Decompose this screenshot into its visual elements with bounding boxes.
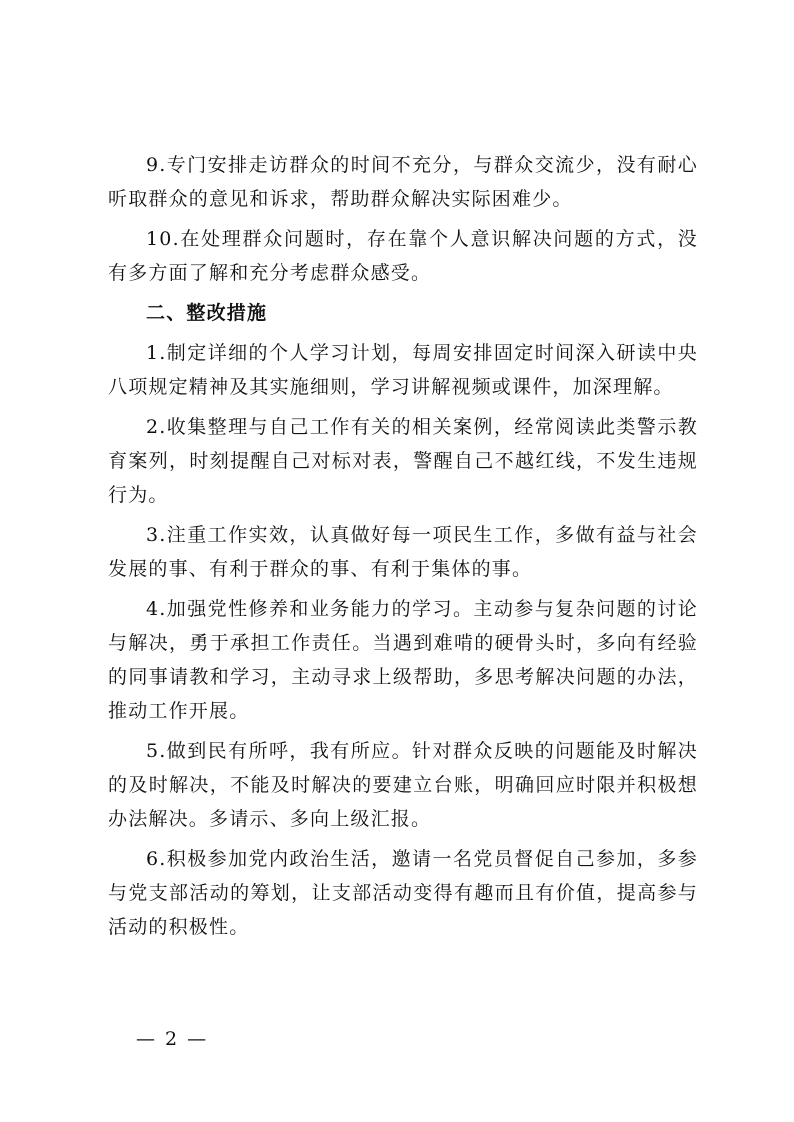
measure-item-4: 4.加强党性修养和业务能力的学习。主动参与复杂问题的讨论与解决，勇于承担工作责任。当遇到难啃的硬骨头时，多向有经验的同事请教和学习，主动寻求上级帮助，多思考解决问题的办法，推动工作开展。 (108, 598, 698, 722)
measure-item-3: 3.注重工作实效，认真做好每一项民生工作，多做有益与社会发展的事、有利于群众的事、有利于集体的事。 (108, 524, 698, 580)
measure-item-6: 6.积极参加党内政治生活，邀请一名党员督促自己参加，多参与党支部活动的筹划，让支部活动变得有趣而且有价值，提高参与活动的积极性。 (108, 848, 698, 938)
section-heading: 二、整改措施 (146, 302, 268, 324)
measure-item-5: 5.做到民有所呼，我有所应。针对群众反映的问题能及时解决的及时解决，不能及时解决的要建立台账，明确回应时限并积极想办法解决。多请示、多向上级汇报。 (108, 740, 698, 830)
measure-item-2: 2.收集整理与自己工作有关的相关案例，经常阅读此类警示教育案列，时刻提醒自己对标对表，警醒自己不越红线，不发生违规行为。 (108, 416, 698, 506)
page-number: — 2 — (136, 1028, 209, 1050)
paragraph-item-10: 10.在处理群众问题时，存在靠个人意识解决问题的方式，没有多方面了解和充分考虑群众感受。 (108, 228, 698, 284)
paragraph-item-9: 9.专门安排走访群众的时间不充分，与群众交流少，没有耐心听取群众的意见和诉求，帮助群众解决实际困难少。 (108, 154, 698, 210)
measure-item-1: 1.制定详细的个人学习计划，每周安排固定时间深入研读中央八项规定精神及其实施细则，学习讲解视频或课件，加深理解。 (108, 342, 698, 398)
document-body (108, 148, 698, 944)
